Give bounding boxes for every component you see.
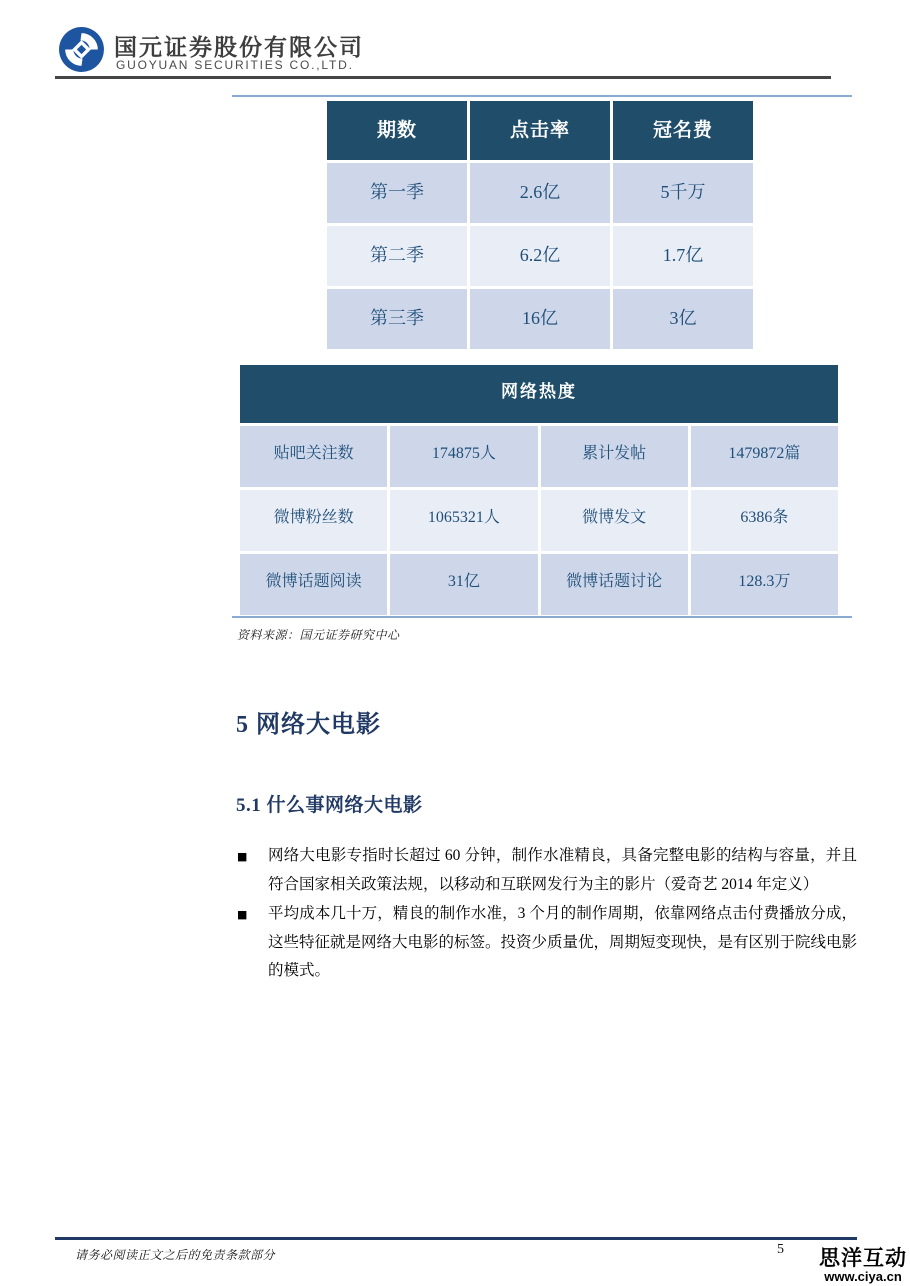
table-cell: 1065321人 — [390, 490, 537, 551]
table-cell: 第一季 — [327, 163, 467, 223]
table-cell: 5千万 — [613, 163, 753, 223]
subsection-heading: 5.1 什么事网络大电影 — [236, 795, 423, 816]
bullet-square-icon: ■ — [237, 850, 248, 863]
table-cell: 微博话题阅读 — [240, 554, 387, 615]
table-cell: 174875人 — [390, 426, 537, 487]
network-heat-table — [240, 365, 838, 615]
table-cell: 6.2亿 — [470, 226, 610, 286]
table-cell: 3亿 — [613, 289, 753, 349]
table-cell: 128.3万 — [691, 554, 838, 615]
footer-disclaimer: 请务必阅读正文之后的免责条款部分 — [75, 1248, 276, 1262]
season-stats-table — [327, 101, 753, 349]
source-note: 资料来源：国元证券研究中心 — [237, 628, 400, 642]
table-cell: 微博话题讨论 — [541, 554, 688, 615]
bullet-list — [237, 842, 857, 987]
table-cell: 微博发文 — [541, 490, 688, 551]
guoyuan-logo-icon — [57, 25, 106, 74]
table-cell: 第三季 — [327, 289, 467, 349]
page-number: 5 — [777, 1242, 784, 1257]
table-cell: 累计发帖 — [541, 426, 688, 487]
bullet-square-icon: ■ — [237, 908, 248, 921]
table-header-cell: 点击率 — [470, 101, 610, 160]
table-cell: 2.6亿 — [470, 163, 610, 223]
bullet-text: 平均成本几十万，精良的制作水准，3 个月的制作周期，依靠网络点击付费播放分成，这些特征就是网络大电影的标签。投资少质量优，周期短变现快，是有区别于院线电影的模式。 — [268, 905, 858, 979]
watermark-brand: 思洋互动 — [819, 1247, 907, 1271]
table-header-cell: 期数 — [327, 101, 467, 160]
watermark — [819, 1248, 907, 1284]
table-header-cell: 冠名费 — [613, 101, 753, 160]
bullet-text: 网络大电影专指时长超过 60 分钟，制作水准精良，具备完整电影的结构与容量，并且符合国家相关政策法规，以移动和互联网发行为主的影片（爱奇艺 2014 年定义） — [268, 847, 857, 893]
table-cell: 第二季 — [327, 226, 467, 286]
list-item — [237, 900, 857, 986]
watermark-url: www.ciya.cn — [824, 1269, 902, 1285]
figure-top-line — [232, 95, 852, 97]
section-heading: 5 网络大电影 — [236, 712, 381, 738]
header-divider — [55, 76, 831, 79]
table-cell: 6386条 — [691, 490, 838, 551]
figure-bottom-line — [232, 616, 852, 618]
table-title-cell: 网络热度 — [240, 365, 838, 423]
footer-divider — [55, 1237, 857, 1240]
table-cell: 微博粉丝数 — [240, 490, 387, 551]
table-cell: 1.7亿 — [613, 226, 753, 286]
table-cell: 贴吧关注数 — [240, 426, 387, 487]
company-name-cn: 国元证券股份有限公司 — [114, 34, 364, 60]
table-cell: 1479872篇 — [691, 426, 838, 487]
company-name-en: GUOYUAN SECURITIES CO.,LTD. — [116, 58, 354, 72]
table-cell: 31亿 — [390, 554, 537, 615]
list-item — [237, 842, 857, 899]
table-cell: 16亿 — [470, 289, 610, 349]
